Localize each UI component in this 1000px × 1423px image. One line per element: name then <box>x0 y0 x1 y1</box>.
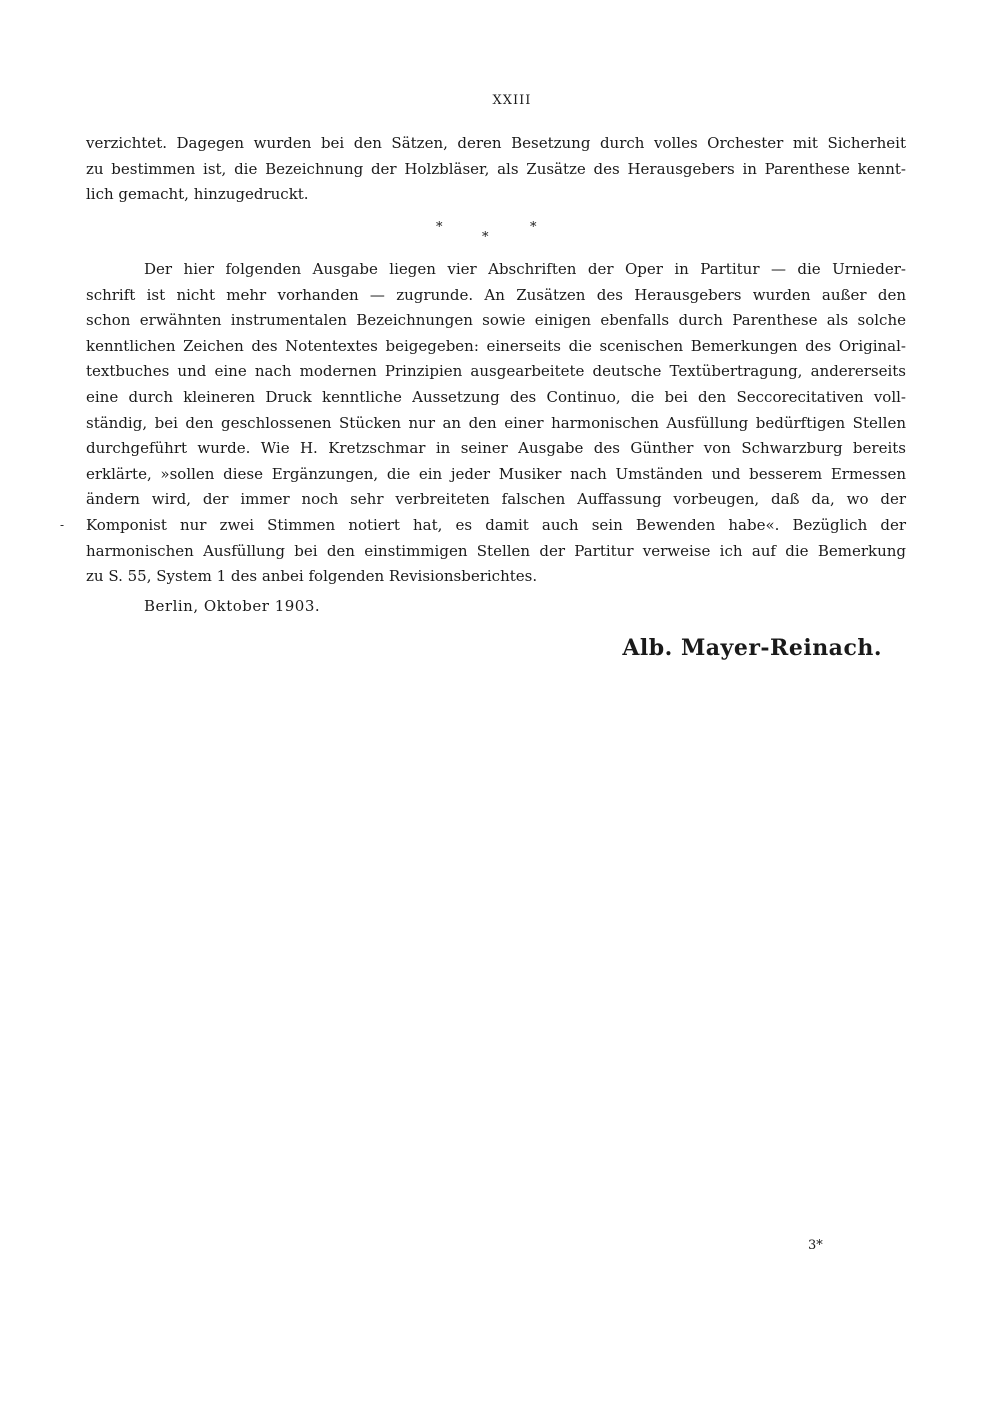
text-line: kenntlichen Zeichen des Notentextes beigegeben: einerseits die scenischen Bemerkungen des Original- <box>86 336 906 355</box>
text-line: zu S. 55, System 1 des anbei folgenden Revisionsberichtes. <box>86 567 538 586</box>
asterisk-mark: * <box>482 230 489 245</box>
paragraph-edition-notes <box>86 257 906 590</box>
text-line: durchgeführt wurde. Wie H. Kretzschmar in seiner Ausgabe des Günther von Schwarzburg bereits <box>86 439 906 458</box>
text-line: verzichtet. Dagegen wurden bei den Sätzen, deren Besetzung durch volles Orchester mit Sicherheit <box>86 134 906 152</box>
text-line: ändern wird, der immer noch sehr verbreiteten falschen Auffassung vorbeugen, daß da, wo der <box>86 490 906 509</box>
text-line: lich gemacht, hinzugedruckt. <box>86 185 309 204</box>
text-line: harmonischen Ausfüllung bei den einstimmigen Stellen der Partitur verweise ich auf die Bemerkung <box>86 541 906 560</box>
text-line: ständig, bei den geschlossenen Stücken nur an den einer harmonischen Ausfüllung bedürftigen Stellen <box>86 413 906 432</box>
text-line: Der hier folgenden Ausgabe liegen vier Abschriften der Oper in Partitur — die Urnieder- <box>144 260 906 278</box>
asterisk-mark: * <box>530 220 537 235</box>
asterisk-mark: * <box>436 220 443 235</box>
text-line: Komponist nur zwei Stimmen notiert hat, es damit auch sein Bewenden habe«. Bezüglich der <box>86 515 906 534</box>
text-line: textbuches und eine nach modernen Prinzipien ausgearbeitete deutsche Textübertragung, andererseits <box>86 362 906 381</box>
asterism-divider <box>430 220 550 250</box>
paragraph-continuation <box>86 131 906 208</box>
page-number: XXIII <box>492 93 532 108</box>
author-signature: Alb. Mayer-Reinach. <box>622 635 882 661</box>
sheet-signature-mark: 3* <box>808 1238 823 1253</box>
text-line: schon erwähnten instrumentalen Bezeichnungen sowie einigen ebenfalls durch Parenthese als solche <box>86 311 906 330</box>
text-line: eine durch kleineren Druck kenntliche Aussetzung des Continuo, die bei den Seccorecitativen voll- <box>86 387 906 406</box>
text-line: zu bestimmen ist, die Bezeichnung der Holzbläser, als Zusätze des Herausgebers in Parenthese kennt- <box>86 159 906 178</box>
text-line: erklärte, »sollen diese Ergänzungen, die ein jeder Musiker nach Umständen und besserem Ermessen <box>86 464 906 483</box>
dateline: Berlin, Oktober 1903. <box>144 597 321 615</box>
margin-mark: - <box>60 518 65 532</box>
text-line: schrift ist nicht mehr vorhanden — zugrunde. An Zusätzen des Herausgebers wurden außer den <box>86 285 906 304</box>
